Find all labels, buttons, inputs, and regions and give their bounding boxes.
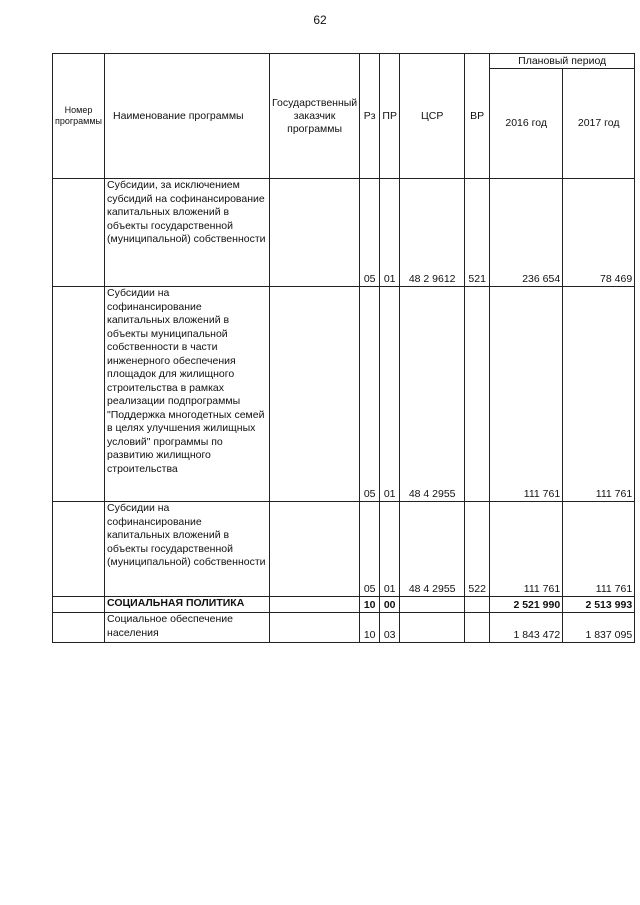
row-amount-2017: 111 761 — [563, 502, 635, 597]
header-rz: Рз — [360, 54, 380, 179]
row-csr — [400, 597, 465, 613]
page-number: 62 — [313, 13, 327, 27]
row-vr — [465, 597, 490, 613]
row-amount-2017: 111 761 — [563, 287, 635, 502]
row-pr: 01 — [380, 179, 400, 287]
row-vr — [465, 613, 490, 643]
row-amount-2016: 1 843 472 — [490, 613, 563, 643]
row-csr: 48 4 2955 — [400, 287, 465, 502]
row-program-name: Социальное обеспечение населения — [105, 613, 270, 643]
row-number — [53, 502, 105, 597]
row-program-name: Субсидии на софинансирование капитальных вложений в объекты государственной (муниципальной) собственности — [105, 502, 270, 597]
row-csr: 48 2 9612 — [400, 179, 465, 287]
table-header — [53, 54, 635, 179]
table-row — [53, 287, 635, 502]
row-csr — [400, 613, 465, 643]
row-amount-2017: 2 513 993 — [563, 597, 635, 613]
row-vr — [465, 287, 490, 502]
row-customer — [270, 287, 360, 502]
row-amount-2016: 111 761 — [490, 287, 563, 502]
row-amount-2017: 1 837 095 — [563, 613, 635, 643]
row-amount-2016: 2 521 990 — [490, 597, 563, 613]
header-pr: ПР — [380, 54, 400, 179]
row-customer — [270, 502, 360, 597]
row-vr: 521 — [465, 179, 490, 287]
row-number — [53, 613, 105, 643]
header-csr: ЦСР — [400, 54, 465, 179]
header-year-2016: 2016 год — [490, 69, 563, 179]
row-rz: 10 — [360, 597, 380, 613]
row-amount-2016: 111 761 — [490, 502, 563, 597]
table-row — [53, 179, 635, 287]
row-number — [53, 179, 105, 287]
header-vr: ВР — [465, 54, 490, 179]
header-number: Номер программы — [53, 54, 105, 179]
header-planned-period: Плановый период — [490, 54, 635, 69]
row-pr: 03 — [380, 613, 400, 643]
table-row — [53, 613, 635, 643]
row-rz: 05 — [360, 502, 380, 597]
row-amount-2016: 236 654 — [490, 179, 563, 287]
header-program-name: Наименование программы — [105, 54, 270, 179]
row-rz: 05 — [360, 287, 380, 502]
header-year-2017: 2017 год — [563, 69, 635, 179]
row-pr: 00 — [380, 597, 400, 613]
row-rz: 10 — [360, 613, 380, 643]
row-customer — [270, 179, 360, 287]
row-rz: 05 — [360, 179, 380, 287]
row-customer — [270, 597, 360, 613]
table-row — [53, 597, 635, 613]
row-pr: 01 — [380, 502, 400, 597]
header-customer: Государственный заказчик программы — [270, 54, 360, 179]
row-pr: 01 — [380, 287, 400, 502]
row-vr: 522 — [465, 502, 490, 597]
row-number — [53, 597, 105, 613]
budget-table — [52, 53, 635, 643]
table-row — [53, 502, 635, 597]
row-program-name: СОЦИАЛЬНАЯ ПОЛИТИКА — [105, 597, 270, 613]
row-number — [53, 287, 105, 502]
row-program-name: Субсидии, за исключением субсидий на софинансирование капитальных вложений в объекты государственной (муниципальной) собственности — [105, 179, 270, 287]
row-customer — [270, 613, 360, 643]
row-amount-2017: 78 469 — [563, 179, 635, 287]
row-program-name: Субсидии на софинансирование капитальных вложений в объекты муниципальной собственности в части инженерного обеспечения площадок для жилищного строительства в рамках реализации подпрограммы "Поддержка многодетных семей в целях улучшения жилищных условий" программы по развитию жилищного строительства — [105, 287, 270, 502]
row-csr: 48 4 2955 — [400, 502, 465, 597]
